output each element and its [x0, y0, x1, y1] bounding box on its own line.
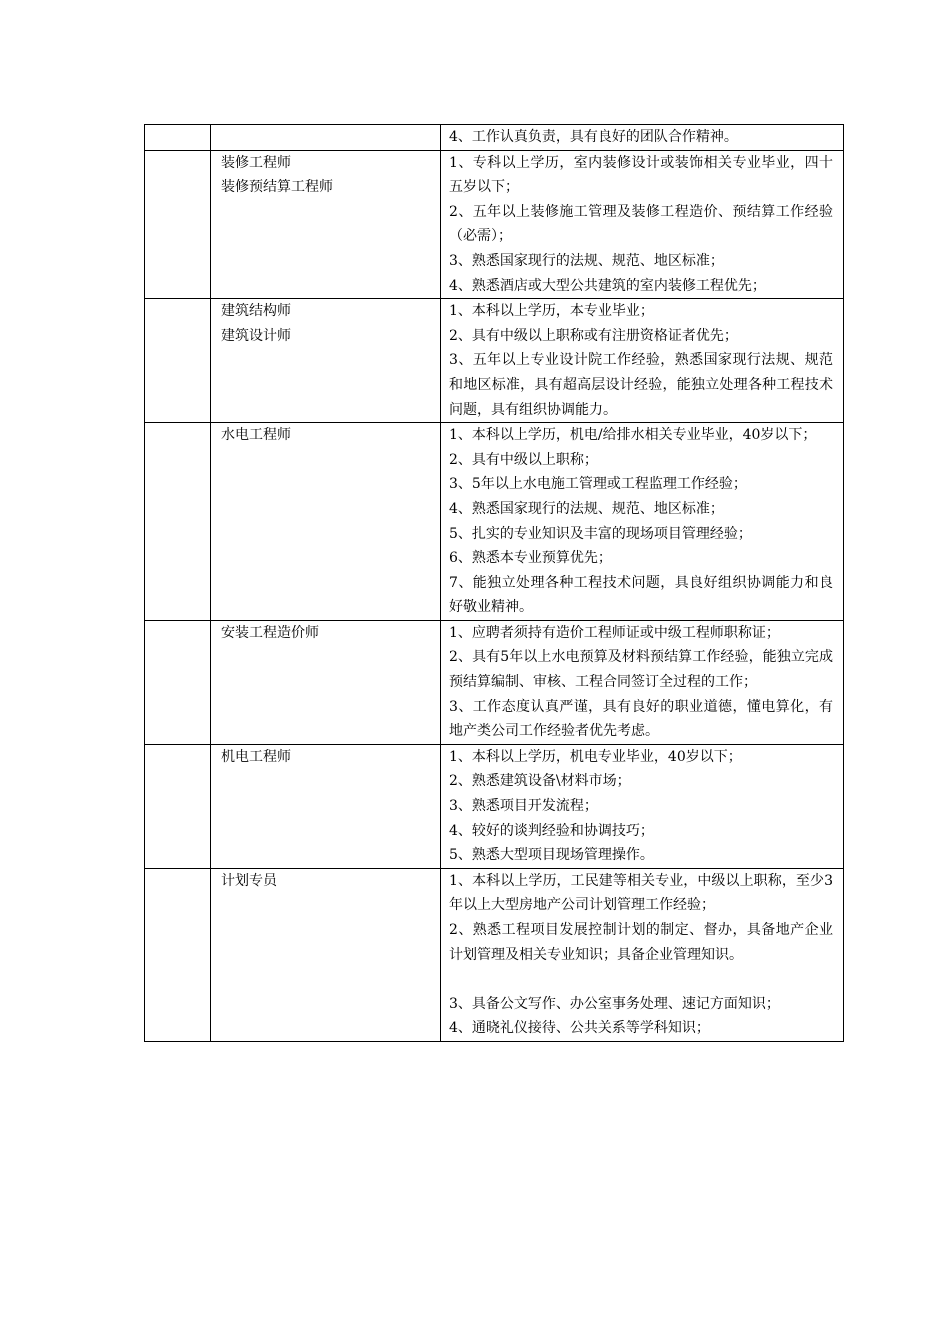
- position-cell: [211, 744, 441, 868]
- requirement-item: 4、通晓礼仪接待、公共关系等学科知识；: [449, 1020, 710, 1037]
- requirement-item: 3、五年以上专业设计院工作经验，熟悉国家现行法规、规范和地区标准，具有超高层设计经验，能独立处理各种工程技术问题，具有组织协调能力。: [449, 352, 833, 418]
- requirement-item: 4、较好的谈判经验和协调技巧；: [449, 822, 654, 839]
- position-title: 装修工程师: [221, 154, 291, 171]
- requirement-item: 1、应聘者须持有造价工程师证或中级工程师职称证；: [449, 624, 780, 641]
- table-row: [145, 125, 844, 151]
- position-title: 装修预结算工程师: [221, 179, 333, 196]
- requirement-item: 2、熟悉建筑设备\材料市场；: [449, 773, 631, 790]
- requirement-item: 3、具备公文写作、办公室事务处理、速记方面知识；: [449, 995, 780, 1012]
- requirement-item: 3、熟悉国家现行的法规、规范、地区标准；: [449, 252, 724, 269]
- requirement-item: 1、专科以上学历，室内装修设计或装饰相关专业毕业，四十五岁以下；: [449, 154, 833, 196]
- category-cell: [145, 423, 211, 621]
- table-body: [145, 125, 844, 1042]
- table-row: [145, 299, 844, 423]
- requirements-cell: [441, 150, 844, 299]
- requirement-item: 7、能独立处理各种工程技术问题，具良好组织协调能力和良好敬业精神。: [449, 574, 833, 616]
- position-title: 安装工程造价师: [221, 624, 319, 641]
- position-cell: [211, 125, 441, 151]
- requirement-item: 3、熟悉项目开发流程；: [449, 798, 598, 815]
- category-cell: [145, 125, 211, 151]
- requirements-cell: [441, 299, 844, 423]
- requirements-cell: [441, 868, 844, 1041]
- requirements-cell: [441, 423, 844, 621]
- category-cell: [145, 868, 211, 1041]
- job-requirements-table: [144, 124, 844, 1042]
- table-row: [145, 620, 844, 744]
- table-row: [145, 423, 844, 621]
- requirements-cell: [441, 125, 844, 151]
- requirement-item: 5、熟悉大型项目现场管理操作。: [449, 847, 654, 864]
- blank-line: [449, 967, 833, 992]
- category-cell: [145, 620, 211, 744]
- requirement-item: 5、扎实的专业知识及丰富的现场项目管理经验；: [449, 525, 752, 542]
- requirements-cell: [441, 744, 844, 868]
- position-cell: [211, 299, 441, 423]
- category-cell: [145, 744, 211, 868]
- position-title: 机电工程师: [221, 748, 291, 765]
- position-cell: [211, 150, 441, 299]
- requirements-cell: [441, 620, 844, 744]
- requirement-item: 4、熟悉国家现行的法规、规范、地区标准；: [449, 500, 724, 517]
- position-cell: [211, 868, 441, 1041]
- position-title: 建筑设计师: [221, 327, 291, 344]
- table-row: [145, 744, 844, 868]
- requirement-item: 2、具有5年以上水电预算及材料预结算工作经验，能独立完成预结算编制、审核、工程合同签订全过程的工作；: [449, 649, 833, 691]
- requirement-item: 3、5年以上水电施工管理或工程监理工作经验；: [449, 476, 747, 493]
- requirement-item: 2、具有中级以上职称或有注册资格证者优先；: [449, 327, 738, 344]
- requirement-item: 1、本科以上学历，机电专业毕业，40岁以下；: [449, 748, 742, 765]
- position-cell: [211, 620, 441, 744]
- requirement-item: 1、本科以上学历，工民建等相关专业，中级以上职称，至少3年以上大型房地产公司计划管理工作经验；: [449, 872, 833, 914]
- requirement-item: 3、工作态度认真严谨，具有良好的职业道德，懂电算化，有地产类公司工作经验者优先考虑。: [449, 698, 833, 740]
- requirement-item: 1、本科以上学历，机电/给排水相关专业毕业，40岁以下；: [449, 427, 817, 444]
- requirement-item: 1、本科以上学历，本专业毕业；: [449, 303, 654, 320]
- position-cell: [211, 423, 441, 621]
- category-cell: [145, 299, 211, 423]
- table-row: [145, 150, 844, 299]
- requirement-item: 4、工作认真负责，具有良好的团队合作精神。: [449, 129, 738, 145]
- table-row: [145, 868, 844, 1041]
- position-title: 计划专员: [221, 872, 277, 889]
- position-title: 建筑结构师: [221, 303, 291, 320]
- requirement-item: 6、熟悉本专业预算优先；: [449, 550, 612, 567]
- requirement-item: 2、熟悉工程项目发展控制计划的制定、督办，具备地产企业计划管理及相关专业知识；具备企业管理知识。: [449, 922, 833, 963]
- requirement-item: 2、五年以上装修施工管理及装修工程造价、预结算工作经验（必需）；: [449, 203, 833, 245]
- position-title: 水电工程师: [221, 427, 291, 444]
- requirement-item: 2、具有中级以上职称；: [449, 451, 598, 468]
- requirement-item: 4、熟悉酒店或大型公共建筑的室内装修工程优先；: [449, 277, 766, 294]
- category-cell: [145, 150, 211, 299]
